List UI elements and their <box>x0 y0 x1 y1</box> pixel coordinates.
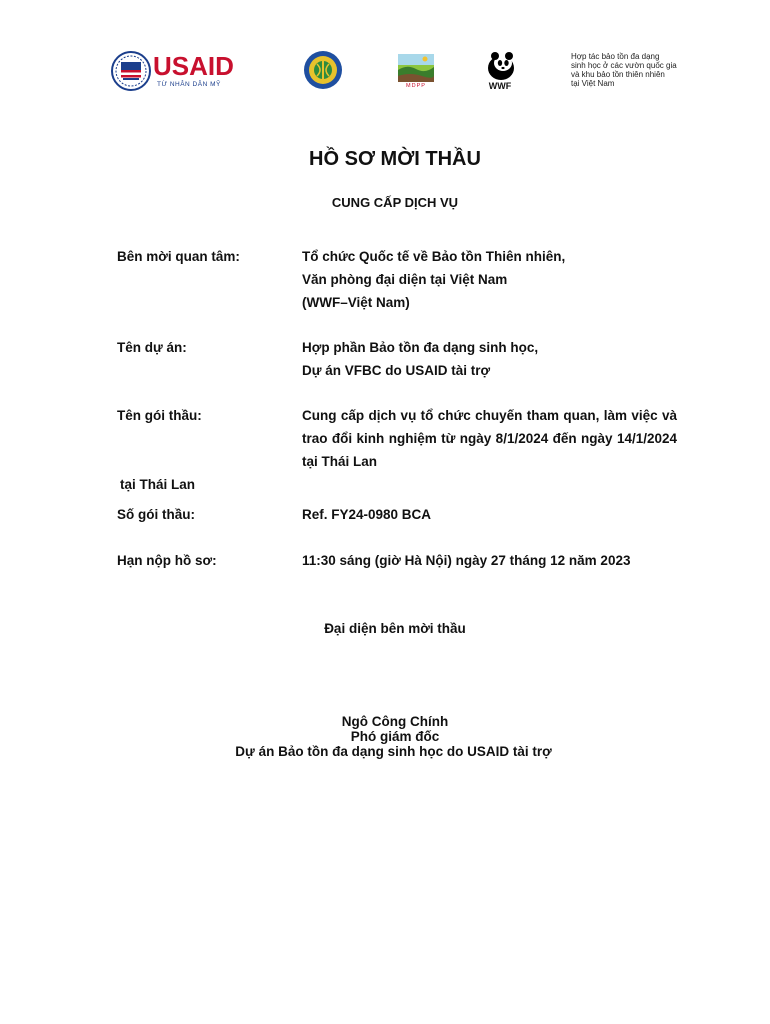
package-label: Tên gói thầu: <box>117 408 202 423</box>
signer-position: Phó giám đốc <box>350 729 440 744</box>
logo-row <box>0 50 770 100</box>
usaid-seal-icon <box>111 51 151 91</box>
inviter-line: (WWF–Việt Nam) <box>302 295 410 310</box>
usaid-tagline: TỪ NHÂN DÂN MỸ <box>157 81 221 88</box>
wwf-label: WWF <box>488 81 512 91</box>
ministry-emblem-icon <box>303 50 343 90</box>
partner-text-line: và khu bảo tồn thiên nhiên <box>571 70 665 79</box>
wwf-logo <box>484 51 516 93</box>
project-value <box>302 336 677 382</box>
inviter-value <box>302 245 677 314</box>
package-number-label: Số gói thầu: <box>117 507 195 522</box>
partner-text-line: sinh học ở các vườn quốc gia <box>571 61 677 70</box>
document-title: HỒ SƠ MỜI THẦU <box>309 148 481 170</box>
project-label: Tên dự án: <box>117 340 187 355</box>
inviter-line: Văn phòng đại diện tại Việt Nam <box>302 272 508 287</box>
partner-text <box>571 52 691 88</box>
mdpp-label: MDPP <box>406 83 426 89</box>
document-subtitle: CUNG CẤP DỊCH VỤ <box>331 195 459 210</box>
deadline-label: Hạn nộp hồ sơ: <box>117 553 217 568</box>
inviter-line: Tổ chức Quốc tế về Bảo tồn Thiên nhiên, <box>302 249 566 264</box>
partner-text-line: tại Việt Nam <box>571 79 615 88</box>
project-line: Hợp phần Bảo tồn đa dạng sinh học, <box>302 340 539 355</box>
deadline-value: 11:30 sáng (giờ Hà Nội) ngày 27 tháng 12 năm 2023 <box>302 553 631 568</box>
signer-name: Ngô Công Chính <box>341 714 449 729</box>
panda-icon <box>484 51 516 81</box>
mdpp-landscape-icon <box>398 54 434 82</box>
usaid-logo <box>111 50 251 92</box>
project-line: Dự án VFBC do USAID tài trợ <box>302 363 491 378</box>
package-extra-line: tại Thái Lan <box>120 477 196 492</box>
package-value: Cung cấp dịch vụ tổ chức chuyến tham quan, làm việc và trao đổi kinh nghiệm từ ngày 8/1/2024 đến ngày 14/1/2024 tại Thái Lan <box>302 408 677 469</box>
usaid-wordmark: USAID <box>153 51 234 81</box>
mdpp-logo <box>398 54 434 90</box>
signer-organization: Dự án Bảo tồn đa dạng sinh học do USAID tài trợ <box>235 744 552 759</box>
partner-text-line: Hợp tác bảo tồn đa dạng <box>571 52 660 61</box>
signature-heading: Đại diện bên mời thầu <box>324 621 466 636</box>
package-number-value: Ref. FY24-0980 BCA <box>302 507 432 522</box>
inviter-label: Bên mời quan tâm: <box>117 249 240 264</box>
